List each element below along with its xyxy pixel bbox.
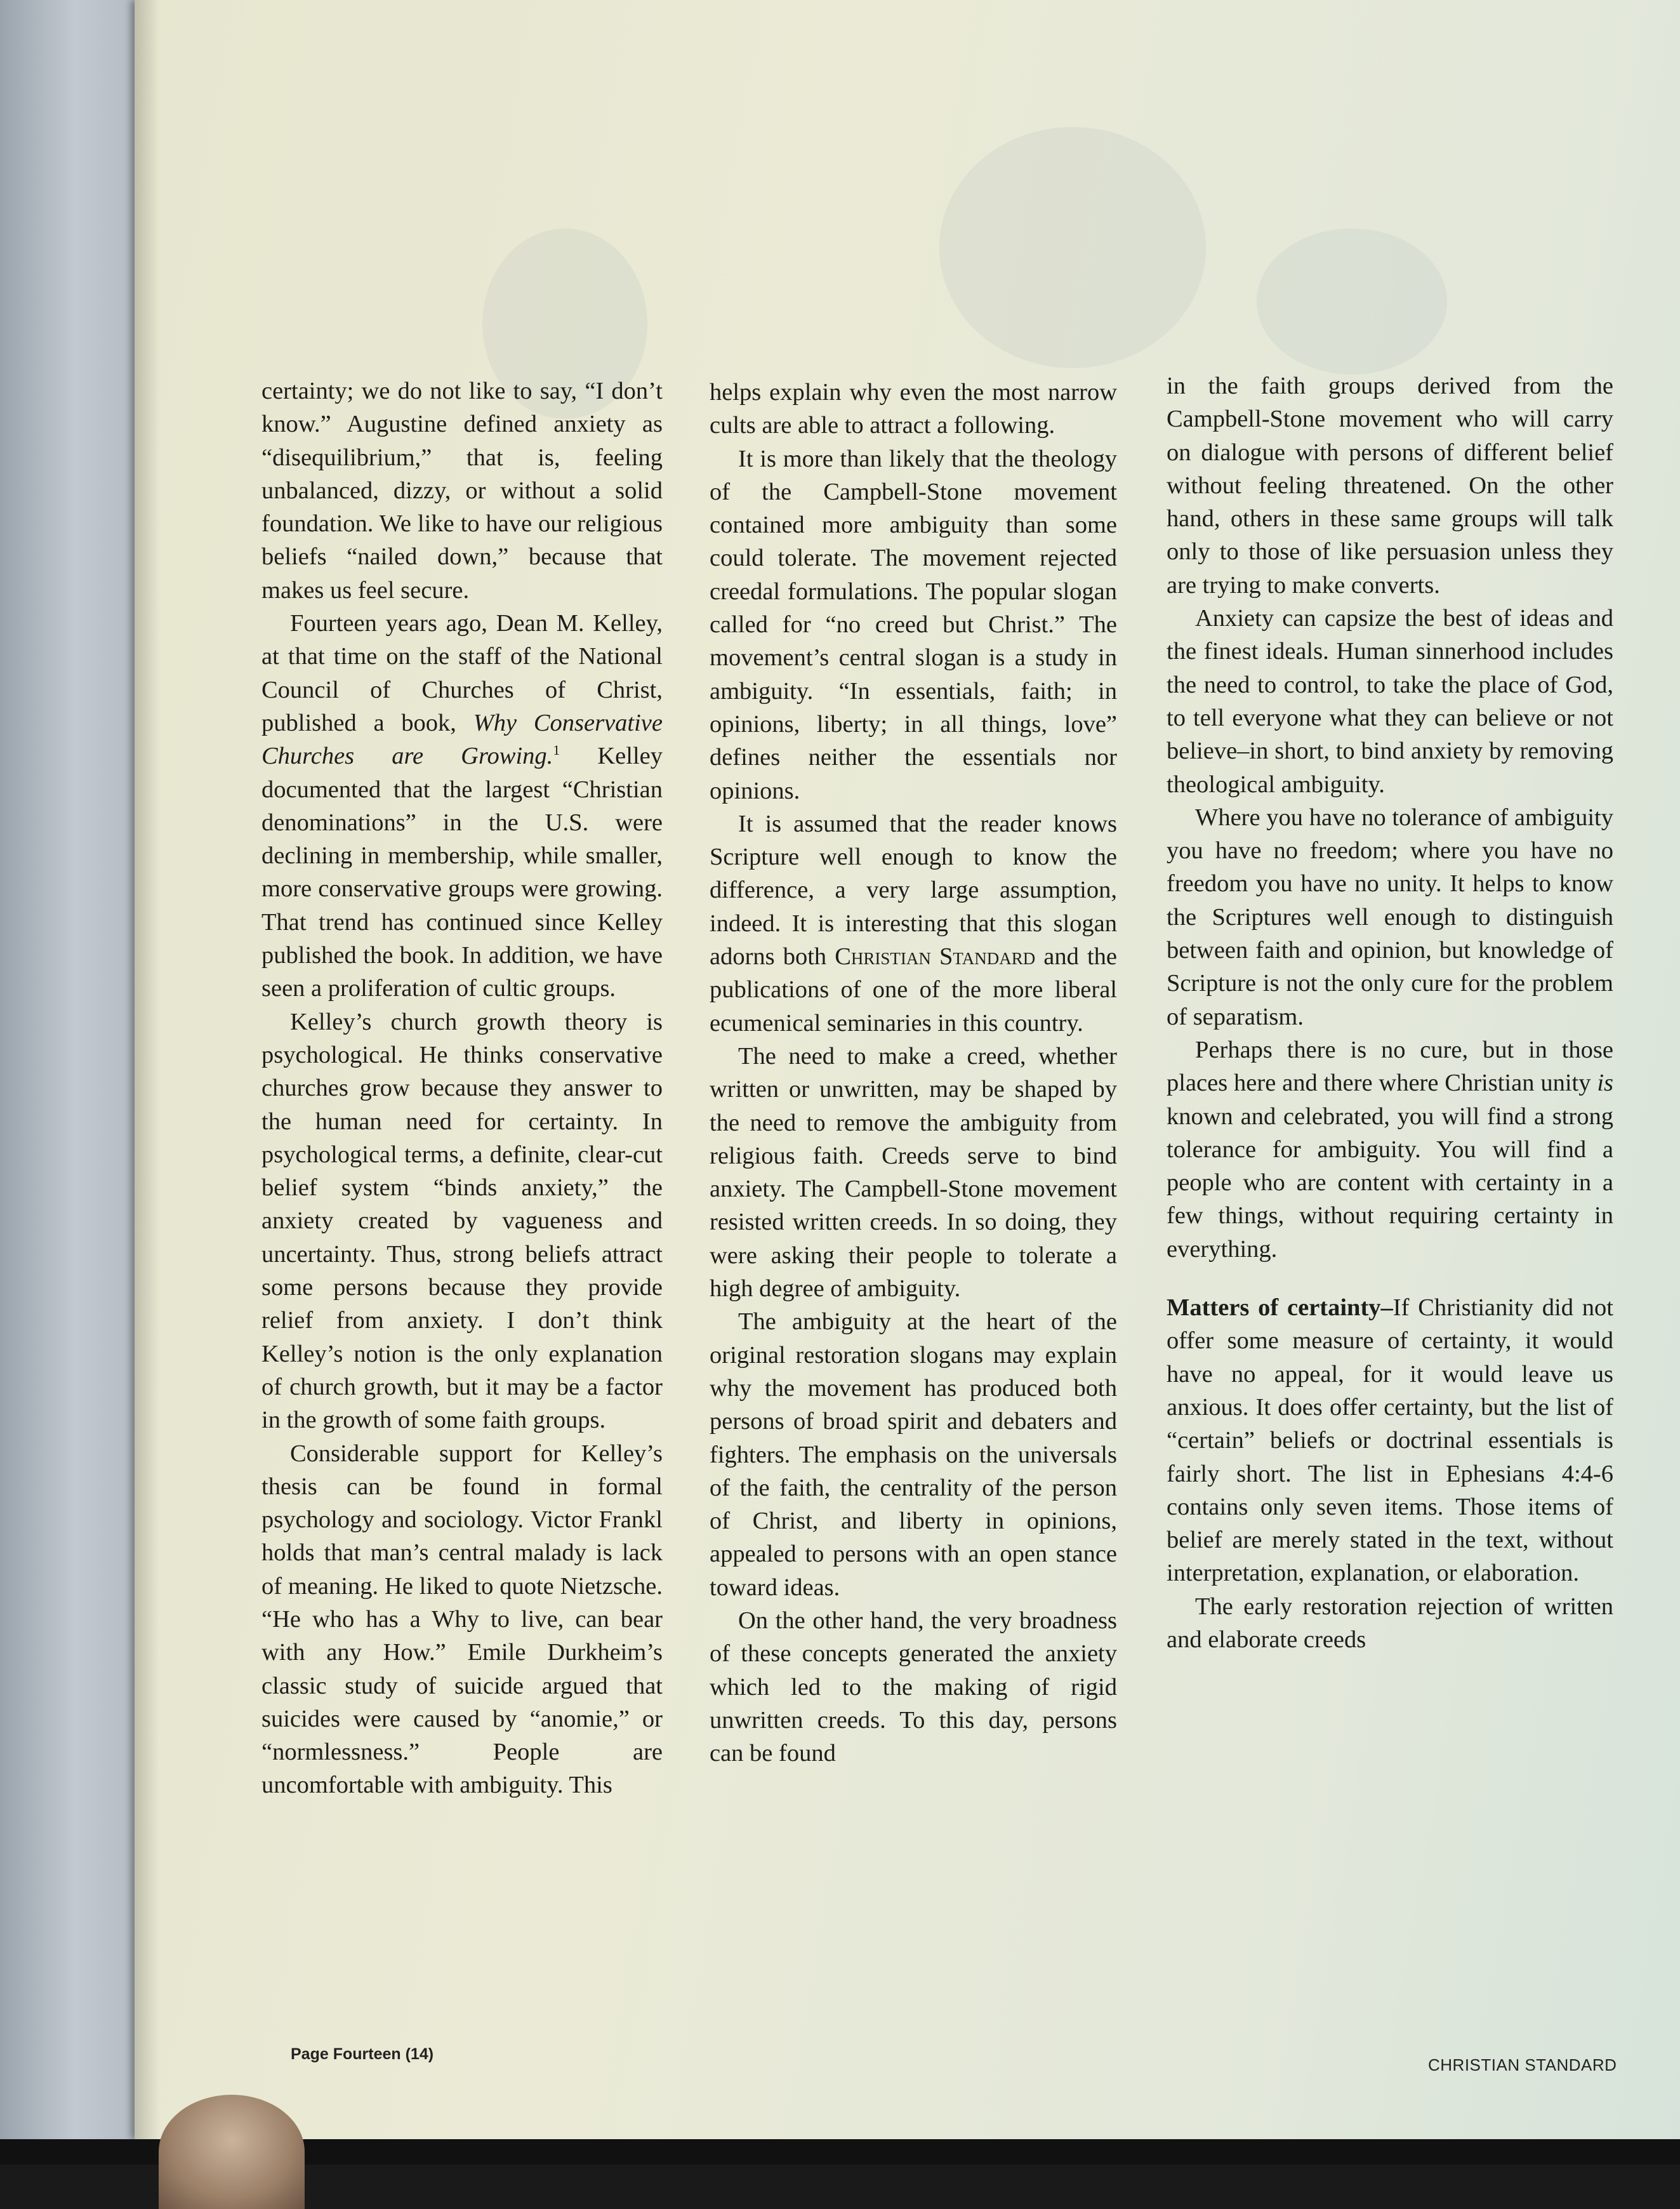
section-subhead: Matters of certainty– — [1167, 1294, 1393, 1322]
paragraph: On the other hand, the very broadness of these concepts generated the anxiety which led to the making of rigid unwritten creeds. To this day, persons can be found — [710, 1607, 1117, 1767]
paragraph — [1167, 1033, 1613, 1266]
paragraph: in the faith groups derived from the Campbell-Stone movement who will carry on dialogue with persons of different belief without feeling threatened. On the other hand, others in these same groups will talk only to those of like persuasion unless they are trying to make converts. — [1167, 373, 1613, 599]
paragraph: The early restoration rejection of written and elaborate creeds — [1167, 1593, 1613, 1653]
paragraph: The ambiguity at the heart of the original restoration slogans may explain why the movement has produced both persons of broad spirit and debaters and fighters. The emphasis on the universals of the faith, the centrality of the person of Christ, and liberty in opinions, appealed to persons with an open stance toward ideas. — [710, 1308, 1117, 1601]
paragraph-text: and the publications of one of the more liberal ecumenical seminaries in this country. — [710, 943, 1118, 1037]
paragraph: The need to make a creed, whether written or unwritten, may be shaped by the need to remove the ambiguity from religious faith. Creeds serve to bind anxiety. The Campbell-Stone movement resisted written creeds. In so doing, they were asking their people to tolerate a high degree of ambiguity. — [710, 1042, 1117, 1303]
paragraph-text: Kelley documented that the largest “Christian denominations” in the U.S. were declining in membership, while smaller, more conservative groups were growing. That trend has continued since Kelley published the book. In addition, we have seen a proliferation of cultic groups. — [261, 743, 663, 1002]
paragraph-text: It is assumed that the reader knows Scripture well enough to know the difference, a very large assumption, indeed. It is interesting that this slogan adorns both — [710, 810, 1117, 971]
emphasis: is — [1597, 1070, 1613, 1097]
paragraph: Kelley’s church growth theory is psychological. He thinks conservative churches grow because they answer to the human need for certainty. In psychological terms, a definite, clear-cut belief system “binds anxiety,” the anxiety created by vagueness and uncertainty. Thus, strong beliefs attract some persons because they provide relief from anxiety. I don’t think Kelley’s notion is the only explanation of church growth, but it may be a factor in the growth of some faith groups. — [261, 1008, 663, 1434]
paragraph: Considerable support for Kelley’s thesis can be found in formal psychology and sociology. Victor Frankl holds that man’s central malady is lack of meaning. He liked to quote Nietzsche. “He who has a Why to live, can bear with any How.” Emile Durkheim’s classic study of suicide argued that suicides were caused by “anomie,” or “normlessness.” People are uncomfortable with ambiguity. This — [261, 1440, 663, 1799]
paragraph-text: Perhaps there is no cure, but in those places here and there where Christian unity — [1167, 1036, 1613, 1097]
paragraph — [261, 607, 663, 1005]
publication-footer: CHRISTIAN STANDARD — [1428, 2055, 1617, 2074]
publication-name: Christian Standard — [835, 943, 1036, 971]
paragraph: helps explain why even the most narrow cults are able to attract a following. — [710, 379, 1117, 439]
show-through-shape — [939, 127, 1206, 368]
paragraph: Anxiety can capsize the best of ideas and the finest ideals. Human sinnerhood includes the need to control, to take the place of God, to tell everyone what they can believe or not believe–in short, to bind anxiety by removing theological ambiguity. — [1167, 605, 1613, 798]
footnote-marker: 1 — [553, 742, 560, 759]
text-column-3 — [1167, 369, 1613, 1656]
book-title: Why Conservative Churches are Growing. — [261, 709, 663, 770]
text-column-1 — [261, 375, 663, 1802]
paragraph: certainty; we do not like to say, “I don’t know.” Augustine defined anxiety as “disequilibrium,” that is, feeling unbalanced, dizzy, or without a solid foundation. We like to have our religious beliefs “nailed down,” because that makes us feel secure. — [261, 378, 663, 604]
paragraph: It is more than likely that the theology of the Campbell-Stone movement contained more ambiguity than some could tolerate. The movement rejected creedal formulations. The popular slogan called for “no creed but Christ.” The movement’s central slogan is a study in ambiguity. “In essentials, faith; in opinions, liberty; in all things, love” defines neither the essentials nor opinions. — [710, 445, 1117, 804]
paragraph — [710, 807, 1117, 1040]
paragraph-text: Fourteen years ago, Dean M. Kelley, at that time on the staff of the National Council of Churches of Christ, published a book, — [261, 610, 663, 736]
paragraph — [1167, 1291, 1613, 1590]
facing-page-edge — [0, 0, 136, 2165]
page-gutter-shadow — [135, 0, 160, 2139]
paragraph-text: known and celebrated, you will find a strong tolerance for ambiguity. You will find a people who are content with certainty in a few things, without requiring certainty in everything. — [1167, 1103, 1613, 1263]
text-column-2 — [710, 376, 1117, 1770]
paragraph: Where you have no tolerance of ambiguity you have no freedom; where you have no freedom you have no unity. It helps to know the Scriptures well enough to distinguish between faith and opinion, but knowledge of Scripture is not the only cure for the problem of separatism. — [1167, 804, 1613, 1030]
page-number: Page Fourteen (14) — [291, 2045, 434, 2063]
thumb — [159, 2095, 305, 2209]
show-through-shape — [1257, 229, 1447, 375]
paragraph-text: If Christianity did not offer some measure of certainty, it would have no appeal, for it would leave us anxious. It does offer certainty, but the list of “certain” beliefs or doctrinal essentials is fairly short. The list in Ephesians 4:4-6 contains only seven items. Those items of belief are merely stated in the text, without interpretation, explanation, or elaboration. — [1167, 1294, 1613, 1587]
